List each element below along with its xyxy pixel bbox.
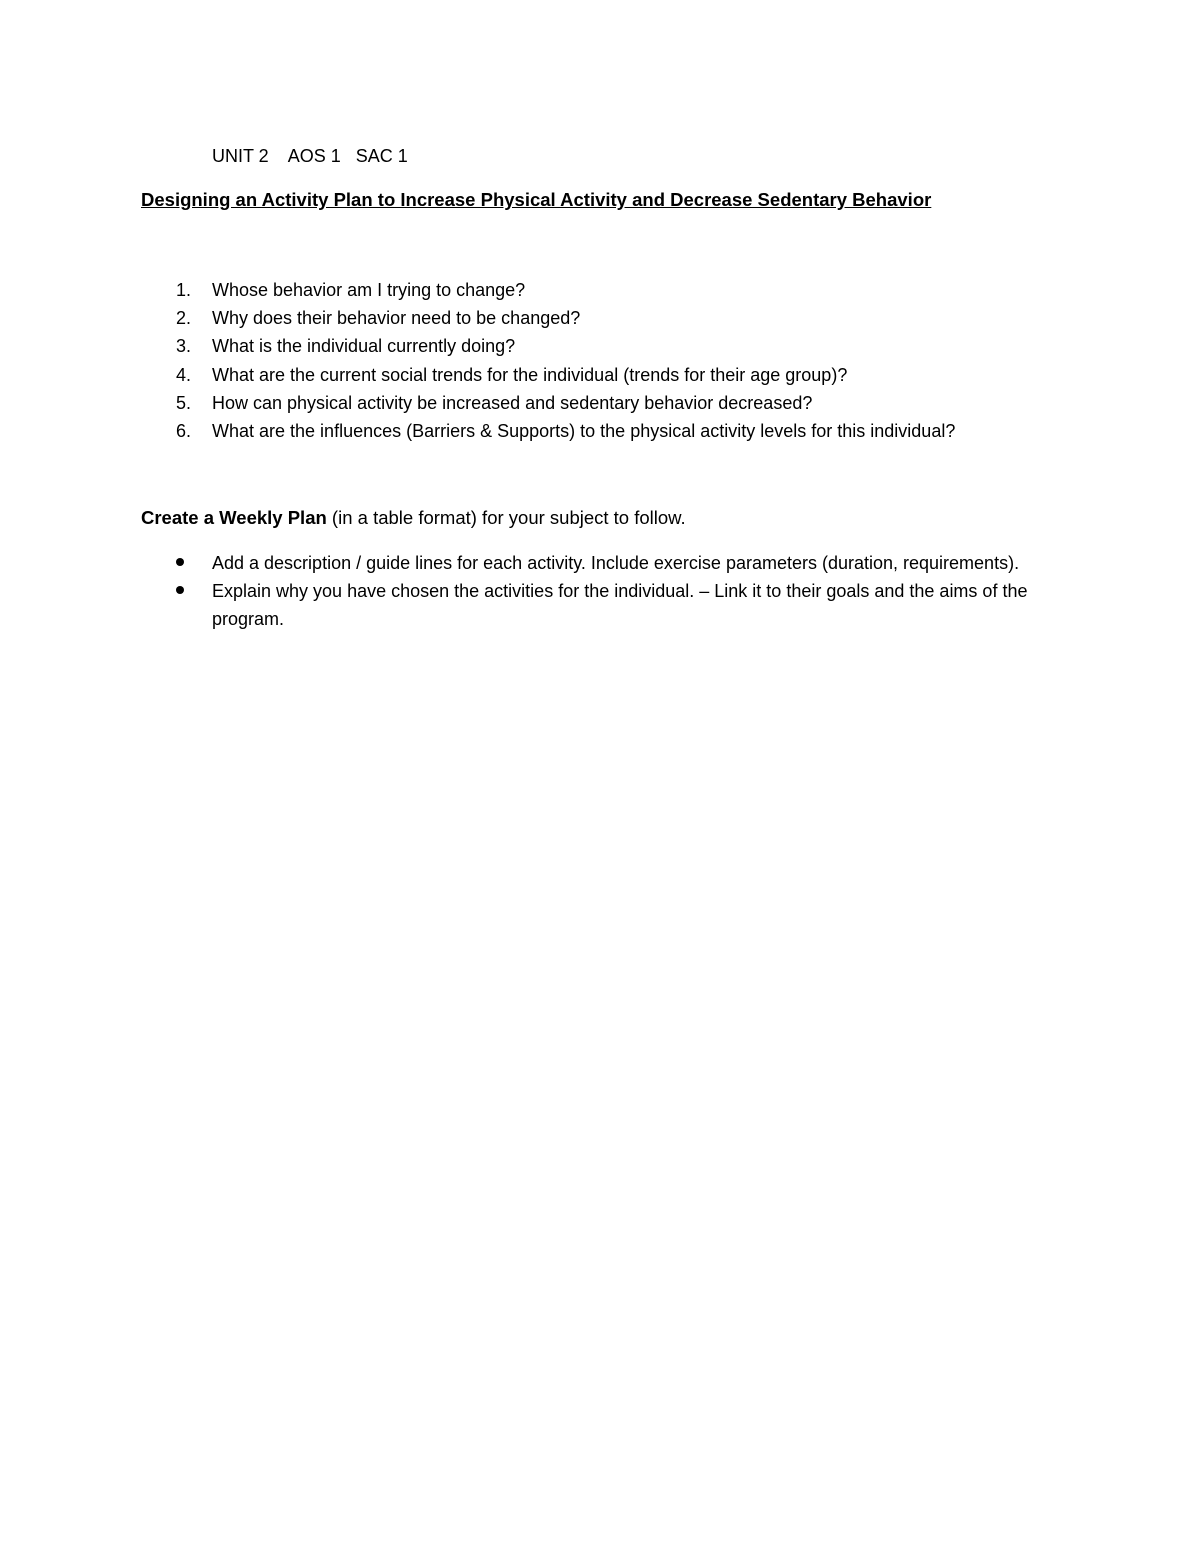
bullet-list (0, 549, 1060, 634)
weekly-plan-bold: Create a Weekly Plan (141, 507, 327, 528)
list-item-text: Add a description / guide lines for each activity. Include exercise parameters (duration, requirements). (212, 553, 1020, 573)
list-item-text: What is the individual currently doing? (212, 336, 516, 357)
list-item (0, 389, 955, 417)
list-item (0, 304, 955, 332)
list-item (0, 276, 955, 304)
list-item (0, 417, 955, 445)
list-item-number: 2. (176, 308, 192, 329)
list-item-number: 6. (176, 421, 192, 442)
list-item-text: What are the current social trends for the individual (trends for their age group)? (212, 364, 848, 385)
list-item-text: Explain why you have chosen the activities for the individual. – Link it to their goals and the aims of the program. (212, 581, 1028, 630)
list-item (0, 332, 955, 360)
list-item (0, 361, 955, 389)
list-item-number: 3. (176, 336, 192, 357)
list-item-number: 1. (176, 280, 192, 300)
document-title: Designing an Activity Plan to Increase Physical Activity and Decrease Sedentary Behavior (141, 189, 932, 210)
list-item-text: Why does their behavior need to be changed? (212, 308, 581, 329)
list-item-text: Whose behavior am I trying to change? (212, 280, 526, 300)
list-item-text: What are the influences (Barriers & Supports) to the physical activity levels for this individual? (212, 421, 956, 442)
list-item-number: 5. (176, 392, 192, 413)
weekly-plan-rest: (in a table format) for your subject to follow. (326, 507, 686, 528)
question-list (0, 276, 955, 445)
unit-header: UNIT 2 AOS 1 SAC 1 (212, 146, 408, 166)
weekly-plan-instruction (141, 505, 686, 531)
list-item-text: How can physical activity be increased and sedentary behavior decreased? (212, 392, 813, 413)
list-item-number: 4. (176, 364, 192, 385)
bullet-icon (176, 586, 184, 594)
bullet-icon (176, 558, 184, 566)
list-item (0, 577, 1060, 633)
list-item (0, 549, 1060, 577)
